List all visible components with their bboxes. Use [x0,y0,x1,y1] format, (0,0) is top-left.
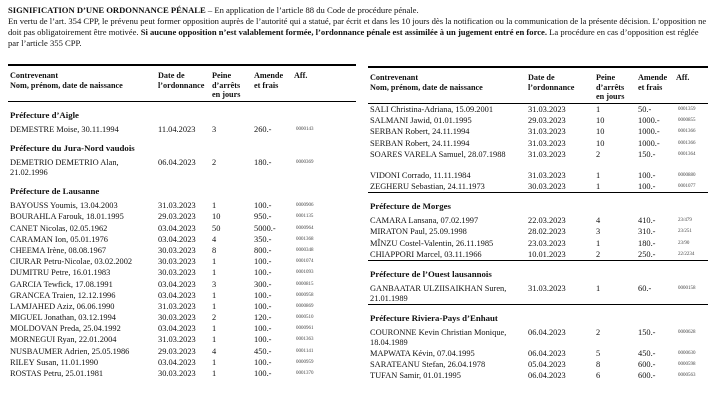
cell-name: MAPWATA Kévin, 07.04.1995 [370,348,475,358]
section-heading [368,304,708,327]
notice-intro [8,5,708,49]
cell-aff: 0001368 [296,236,314,242]
header-date: Date de l’ordonnance [528,73,575,92]
cell-amende: 350.- [254,234,272,244]
cell-amende: 300.- [254,279,272,289]
cell-amende: 100.- [638,181,656,191]
header-aff: Aff. [294,71,308,80]
table-row [368,215,708,226]
cell-date: 05.04.2023 [528,360,566,370]
section-heading [8,102,356,124]
cell-peine: 1 [596,181,601,191]
cell-aff: 22/2234 [678,251,695,257]
cell-name: ZEGHERU Sebastian, 24.11.1973 [370,181,485,191]
cell-amende: 310.- [638,227,656,237]
cell-date: 03.04.2023 [158,279,196,289]
cell-date: 11.04.2023 [158,125,196,134]
table-row [368,115,708,126]
cell-name: MIGUEL Jonathan, 03.12.1994 [10,313,116,323]
cell-amende: 5000.- [254,223,276,233]
cell-amende: 100.- [254,357,272,367]
cell-date: 31.03.2023 [158,335,196,345]
cell-amende: 410.- [638,216,656,226]
cell-peine: 2 [212,158,217,168]
cell-peine: 8 [212,245,217,255]
cell-name: SALMANI Jawid, 01.01.1995 [370,116,472,126]
cell-peine: 2 [596,327,601,337]
cell-date: 31.03.2023 [528,283,566,293]
cell-aff: 23/479 [678,218,692,224]
cell-name: DEMESTRE Moise, 30.11.1994 [10,125,119,134]
section-heading [368,260,708,283]
cell-aff: 0000630 [678,350,696,356]
table-row [368,359,708,370]
cell-aff: 0000628 [678,329,696,335]
cell-amende: 450.- [254,346,272,356]
cell-date: 31.03.2023 [528,127,566,137]
table-row [8,368,356,379]
cell-amende: 1000.- [638,127,660,137]
cell-aff: 0001141 [296,348,314,354]
cell-peine: 1 [212,268,217,278]
cell-aff: 0001366 [678,129,696,135]
cell-name: SERBAN Robert, 24.11.1994 [370,127,470,137]
cell-date: 03.04.2023 [158,290,196,300]
cell-date: 30.03.2023 [158,245,196,255]
table-row [368,238,708,249]
cell-amende: 100.- [254,257,272,267]
cell-name: CHIAPPORI Marcel, 03.11.1966 [370,249,482,259]
cell-aff: 0000869 [296,303,314,309]
cell-amende: 100.- [254,324,272,334]
cell-amende: 150.- [638,149,656,159]
cell-name: CANET Nicolas, 02.05.1962 [10,223,108,233]
header-peine: Peine d’arrêts en jours [212,71,241,99]
cell-date: 06.04.2023 [158,158,196,168]
table-row [368,104,708,115]
cell-date: 31.03.2023 [158,201,196,211]
cell-amende: 100.- [254,201,272,211]
header-name: Contrevenant Nom, prénom, date de naissance [370,73,483,92]
cell-date: 31.03.2023 [528,170,566,180]
cell-amende: 100.- [254,301,272,311]
table-row [368,370,708,381]
header-aff: Aff. [676,73,690,82]
cell-amende: 1000.- [638,138,660,148]
cell-peine: 3 [212,279,217,289]
table-row [368,348,708,359]
table-header [8,66,356,102]
left-table [8,64,356,379]
cell-peine: 2 [596,249,601,259]
cell-name: VIDONI Corrado, 11.11.1984 [370,170,471,180]
cell-peine: 8 [596,360,601,370]
cell-aff: 0000959 [296,359,314,365]
section-title: Préfecture du Jura-Nord vaudois [10,143,135,154]
cell-date: 29.03.2023 [158,346,196,356]
cell-name: TUFAN Samir, 01.01.1995 [370,371,461,381]
table-row [8,211,356,222]
cell-date: 29.03.2023 [158,212,196,222]
cell-date: 31.03.2023 [528,138,566,148]
cell-name: MOLDOVAN Preda, 25.04.1992 [10,324,121,334]
cell-date: 31.03.2023 [528,105,566,114]
cell-peine: 1 [212,357,217,367]
cell-name: COURONNE Kevin Christian Monique, 18.04.1989 [370,327,507,347]
table-row [8,312,356,323]
cell-peine: 5 [596,348,601,358]
cell-name: NUSBAUMER Adrien, 25.05.1986 [10,346,130,356]
notice-paragraph-end: La procédure en cas d’opposition est réglée par l’article 355 CPP. [8,27,699,48]
cell-peine: 4 [212,346,217,356]
cell-name: GRANCEA Traien, 12.12.1996 [10,290,116,300]
cell-peine: 1 [212,257,217,267]
cell-date: 06.04.2023 [528,327,566,337]
cell-name: SALI Christina-Adriana, 15.09.2001 [370,105,494,114]
section-heading [368,192,708,215]
cell-amende: 600.- [638,360,656,370]
cell-amende: 950.- [254,212,272,222]
table-row [8,157,356,178]
header-amende: Amende et frais [638,73,668,92]
section-title: Préfecture de l’Ouest lausannois [370,268,492,279]
table-row [8,323,356,334]
cell-peine: 3 [596,227,601,237]
cell-name: LAMJAHED Aziz, 06.06.1990 [10,301,115,311]
cell-peine: 4 [596,216,601,226]
table-row [368,249,708,260]
cell-aff: 0001366 [678,140,696,146]
cell-aff: 0000961 [296,326,314,332]
cell-name: SOARES VARELA Samuel, 28.07.1988 [370,149,506,159]
section-title: Préfecture de Morges [370,201,451,212]
cell-aff: 0000906 [296,203,314,209]
table-row [8,357,356,368]
header-peine: Peine d’arrêts en jours [596,73,625,101]
cell-date: 30.03.2023 [528,181,566,191]
cell-amende: 100.- [638,170,656,180]
cell-date: 03.04.2023 [158,324,196,334]
cell-peine: 2 [212,313,217,323]
left-rows [8,102,356,379]
cell-peine: 10 [596,127,605,137]
cell-aff: 0001363 [296,337,314,343]
table-row [8,290,356,301]
cell-date: 28.02.2023 [528,227,566,237]
cell-name: BAYOUSS Youmis, 13.04.2003 [10,201,118,211]
cell-aff: 23/251 [678,229,692,235]
table-row [368,283,708,304]
cell-peine: 10 [596,116,605,126]
cell-name: CARAMAN Ion, 05.01.1976 [10,234,108,244]
cell-name: CIURAR Petru-Nicolae, 03.02.2002 [10,257,133,267]
cell-name: ROSTAS Petru, 25.01.1981 [10,369,104,378]
cell-name: BOURAHLA Farouk, 18.01.1995 [10,212,124,222]
cell-date: 22.03.2023 [528,216,566,226]
right-table [368,66,708,381]
cell-amende: 150.- [638,327,656,337]
cell-name: MÎNZU Costel-Valentin, 26.11.1985 [370,238,494,248]
cell-peine: 1 [212,369,217,378]
section-heading [8,135,356,157]
cell-peine: 1 [596,170,601,180]
cell-amende: 260.- [254,125,272,134]
cell-peine: 10 [212,212,221,222]
table-row [368,327,708,348]
cell-date: 31.03.2023 [158,301,196,311]
cell-date: 06.04.2023 [528,348,566,358]
cell-date: 30.03.2023 [158,268,196,278]
cell-peine: 4 [212,234,217,244]
cell-peine: 1 [596,238,601,248]
notice-paragraph: En vertu de l’art. 354 CPP, le prévenu peut former opposition auprès de l’autorité qui a statué, par écrit et dans les 10 jours dès la notification ou la communication de la présente décision. L’opposition ne doit pas obligatoirement être motivée. [8,16,707,37]
table-row [8,200,356,211]
section-title: Préfecture d’Aigle [10,110,79,120]
table-row [8,124,356,135]
cell-amende: 1000.- [638,116,660,126]
cell-peine: 6 [596,371,601,381]
cell-name: SERBAN Robert, 24.11.1994 [370,138,470,148]
table-row [368,226,708,237]
cell-amende: 100.- [254,369,272,378]
cell-amende: 180.- [638,238,656,248]
cell-amende: 100.- [254,268,272,278]
cell-amende: 600.- [638,371,656,381]
cell-aff: 0000855 [678,118,696,124]
cell-peine: 3 [212,125,217,134]
cell-name: RILEY Susan, 11.01.1990 [10,357,99,367]
cell-date: 31.03.2023 [528,149,566,159]
cell-aff: 23/90 [678,240,690,246]
cell-name: MIRATON Paul, 25.09.1998 [370,227,467,237]
cell-aff: 0000510 [296,315,314,321]
table-row [8,234,356,245]
table-row [368,138,708,149]
cell-peine: 1 [212,201,217,211]
table-row [8,256,356,267]
cell-date: 30.03.2023 [158,313,196,323]
cell-peine: 1 [596,105,601,114]
header-date: Date de l’ordonnance [158,71,205,90]
cell-name: GANBAATAR ULZIISAIKHAN Suren, 21.01.1989 [370,283,507,303]
cell-aff: 0000958 [296,292,314,298]
cell-aff: 0001364 [678,151,696,157]
table-row [8,279,356,290]
cell-name: SARATEANU Stefan, 26.04.1978 [370,360,486,370]
cell-amende: 120.- [254,313,272,323]
section-title: Préfecture Riviera-Pays d’Enhaut [370,312,498,323]
cell-aff: 0000563 [678,373,696,379]
cell-name: CHEEMA Irène, 08.08.1967 [10,245,107,255]
table-row [8,301,356,312]
table-row [368,181,708,192]
cell-name: DEMETRIO DEMETRIO Alan, 21.02.1996 [10,158,119,178]
header-name: Contrevenant Nom, prénom, date de naissance [10,71,123,90]
cell-amende: 450.- [638,348,656,358]
notice-title: SIGNIFICATION D’UNE ORDONNANCE PÉNALE [8,5,206,15]
cell-aff: 0001370 [296,371,314,376]
table-row [368,126,708,137]
section-title: Préfecture de Lausanne [10,186,100,197]
cell-amende: 100.- [254,290,272,300]
cell-name: CAMARA Lansana, 07.02.1997 [370,216,479,226]
table-header [368,68,708,104]
cell-amende: 250.- [638,249,656,259]
cell-date: 03.04.2023 [158,357,196,367]
cell-date: 06.04.2023 [528,371,566,381]
section-heading [8,178,356,200]
cell-peine: 1 [212,301,217,311]
notice-paragraph-bold: Si aucune opposition n’est valablement formée, l’ordonnance pénale est assimilée à un jugement entré en force. [140,27,548,37]
cell-peine: 2 [596,149,601,159]
table-row [368,149,708,170]
cell-amende: 60.- [638,283,652,293]
cell-date: 30.03.2023 [158,369,196,378]
cell-name: MORNEGUI Ryan, 22.01.2004 [10,335,117,345]
cell-peine: 10 [596,138,605,148]
table-row [8,267,356,278]
cell-amende: 800.- [254,245,272,255]
cell-aff: 0001359 [678,107,696,112]
cell-amende: 50.- [638,105,652,114]
table-row [8,223,356,234]
table-row [8,346,356,357]
cell-aff: 0000143 [296,127,314,132]
cell-aff: 0000598 [678,362,696,368]
cell-name: GARCIA Tewfick, 17.08.1991 [10,279,113,289]
right-rows [368,104,708,381]
cell-peine: 1 [212,324,217,334]
cell-name: DUMITRU Petre, 16.01.1983 [10,268,111,278]
cell-aff: 0000815 [296,281,314,287]
cell-aff: 0000880 [678,172,696,178]
cell-date: 03.04.2023 [158,234,196,244]
cell-aff: 0000369 [296,160,314,166]
table-row [8,245,356,256]
cell-peine: 50 [212,223,221,233]
cell-aff: 0001074 [296,259,314,265]
cell-aff: 0001093 [296,270,314,276]
cell-amende: 100.- [254,335,272,345]
cell-aff: 0000348 [296,247,314,253]
cell-date: 30.03.2023 [158,257,196,267]
cell-amende: 180.- [254,158,272,168]
cell-peine: 1 [212,335,217,345]
cell-date: 10.01.2023 [528,249,566,259]
cell-aff: 0000158 [678,285,696,291]
cell-date: 29.03.2023 [528,116,566,126]
cell-date: 23.03.2023 [528,238,566,248]
cell-aff: 0001135 [296,214,314,220]
header-amende: Amende et frais [254,71,284,90]
cell-date: 03.04.2023 [158,223,196,233]
table-row [368,170,708,181]
cell-aff: 0001077 [678,183,696,189]
cell-peine: 1 [596,283,601,293]
cell-peine: 1 [212,290,217,300]
cell-aff: 0000964 [296,225,314,231]
notice-title-rest: – En application de l’article 88 du Code de procédure pénale. [205,5,419,15]
table-row [8,334,356,345]
